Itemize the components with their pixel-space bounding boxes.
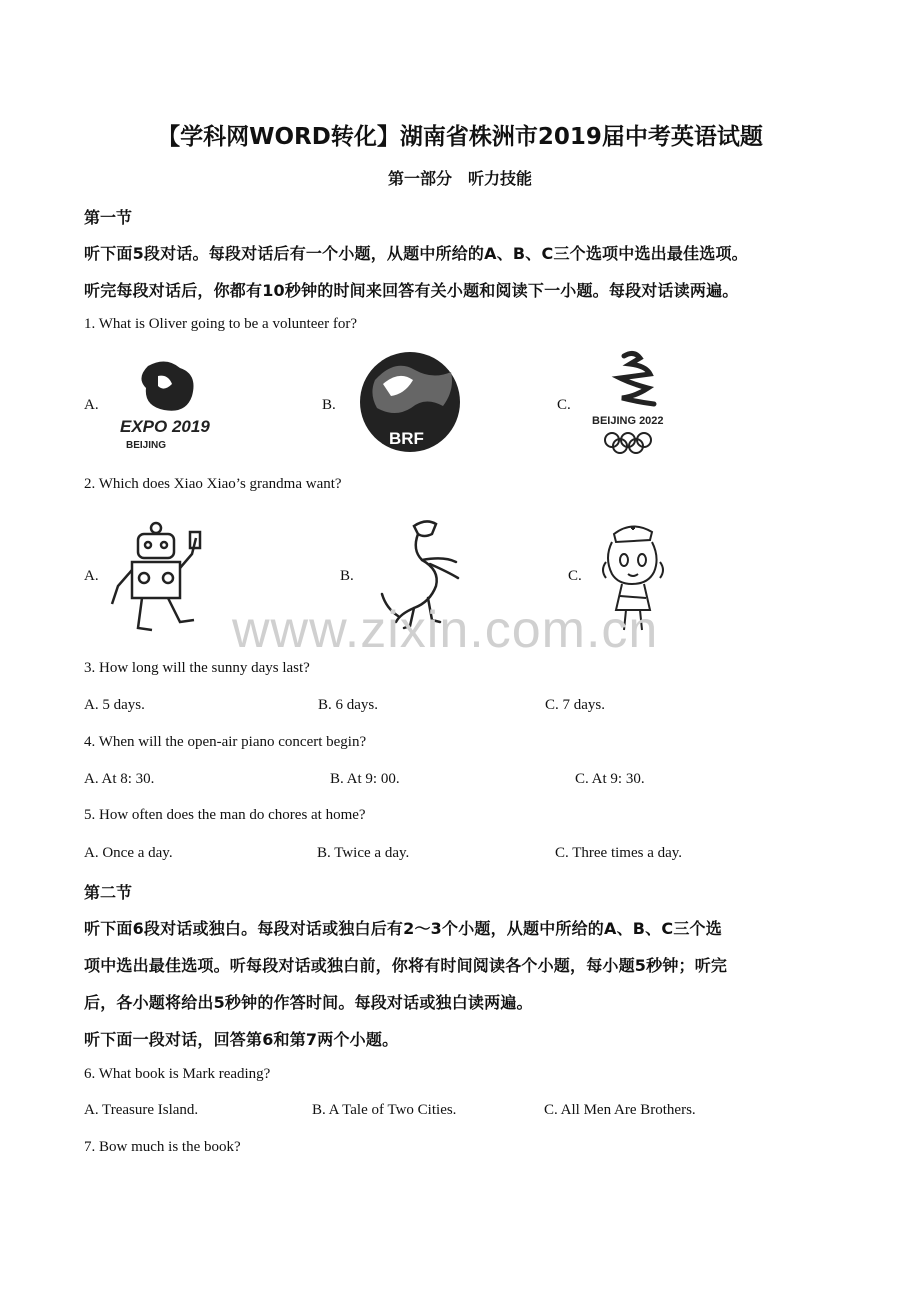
section2-instruction-3: 后，各小题将给出5秒钟的作答时间。每段对话或独白读两遍。 [84,993,533,1012]
q5-option-b: B. Twice a day. [317,845,410,861]
q4-option-a: A. At 8: 30. [84,771,155,787]
q1-option-a-label: A. [84,397,99,413]
section2-instruction-1: 听下面6段对话或独白。每段对话或独白后有2～3个小题，从题中所给的A、B、C三个选 [84,919,722,938]
q3-option-a: A. 5 days. [84,697,145,713]
expo-logo-subtitle: BEIJING [126,440,167,451]
q2-option-b-label: B. [340,568,354,584]
q2-option-a-label: A. [84,568,99,584]
expo-logo-title: EXPO 2019 [120,417,210,436]
q3-option-c: C. 7 days. [545,697,605,713]
section1-heading: 第一节 [84,208,133,227]
expo-2019-logo-image [118,356,222,452]
robot-image [104,518,208,636]
question-5: 5. How often does the man do chores at home? [84,807,366,823]
section1-instruction-2: 听完每段对话后，你都有10秒钟的时间来回答有关小题和阅读下一小题。每段对话读两遍。 [84,281,739,300]
brf-logo-text: BRF [389,429,424,448]
q4-option-c: C. At 9: 30. [575,771,645,787]
q2-option-c-label: C. [568,568,582,584]
question-6: 6. What book is Mark reading? [84,1066,271,1082]
q1-option-c-label: C. [557,397,571,413]
q3-option-b: B. 6 days. [318,697,378,713]
question-4: 4. When will the open-air piano concert begin? [84,734,367,750]
question-7: 7. Bow much is the book? [84,1139,241,1155]
q6-option-a: A. Treasure Island. [84,1102,199,1118]
q5-option-c: C. Three times a day. [555,845,683,861]
question-1: 1. What is Oliver going to be a volunteer for? [84,316,357,332]
q1-option-b-label: B. [322,397,336,413]
part-heading: 第一部分 听力技能 [387,169,532,188]
q5-option-a: A. Once a day. [84,845,173,861]
q6-option-b: B. A Tale of Two Cities. [312,1102,457,1118]
section2-instruction-2: 项中选出最佳选项。听每段对话或独白前，你将有时间阅读各个小题，每小题5秒钟；听完 [84,956,728,975]
page-title: 【学科网WORD转化】湖南省株洲市2019届中考英语试题 [157,124,763,150]
section2-sub-instruction: 听下面一段对话，回答第6和第7两个小题。 [84,1030,399,1049]
q6-option-c: C. All Men Are Brothers. [544,1102,696,1118]
brf-logo-image [355,350,465,454]
section1-instruction-1: 听下面5段对话。每段对话后有一个小题，从题中所给的A、B、C三个选项中选出最佳选项。 [84,244,748,263]
question-2: 2. Which does Xiao Xiao’s grandma want? [84,476,342,492]
question-3: 3. How long will the sunny days last? [84,660,310,676]
olympic-logo-text: BEIJING 2022 [592,415,664,427]
watermark: www.zixin.com.cn [232,601,659,659]
q4-option-b: B. At 9: 00. [330,771,400,787]
beijing-2022-logo-image [590,348,688,456]
section2-heading: 第二节 [84,883,133,902]
